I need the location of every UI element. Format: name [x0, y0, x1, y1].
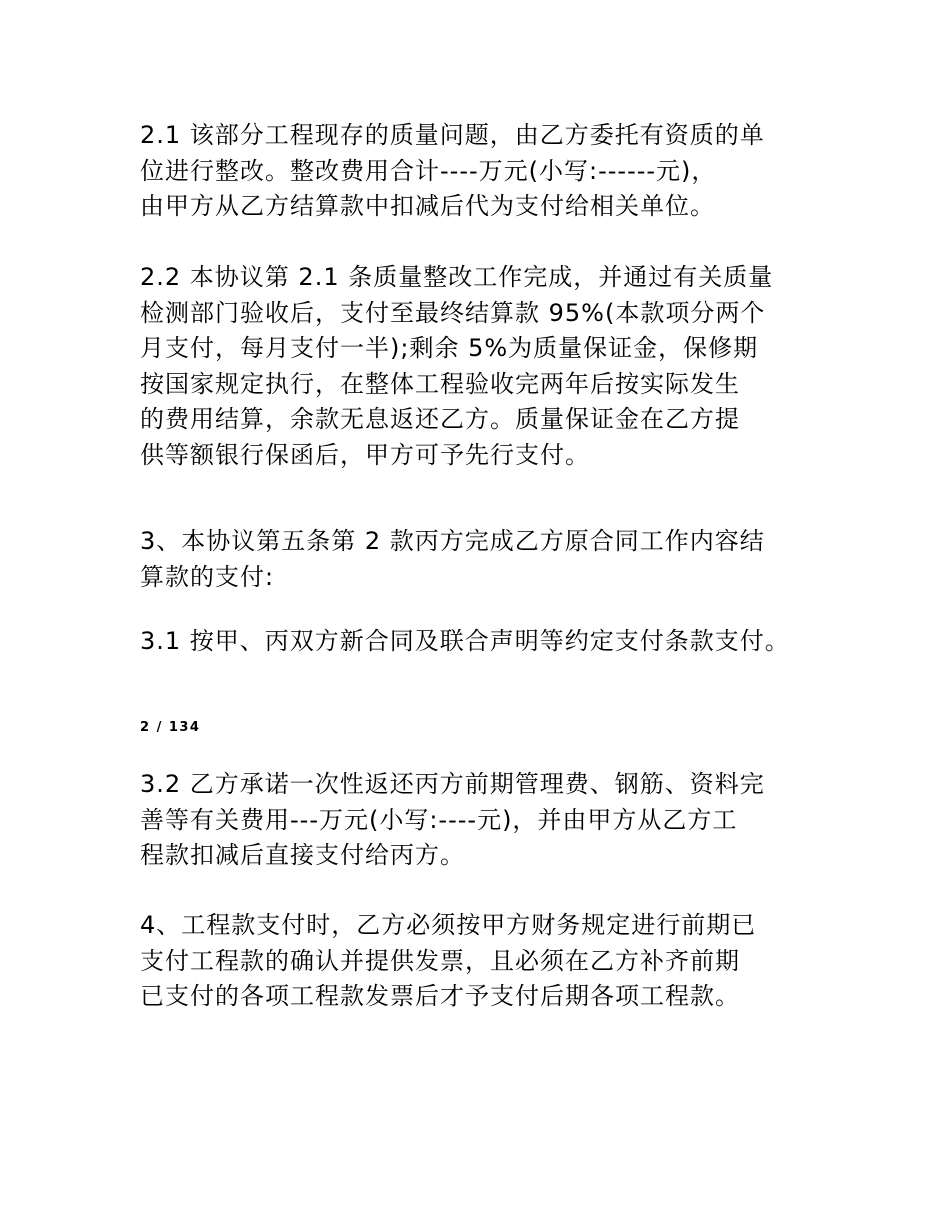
text-line: 支付工程款的确认并提供发票，且必须在乙方补齐前期 [140, 946, 740, 975]
text-line: 检测部门验收后，支付至最终结算款 95%(本款项分两个 [140, 298, 766, 327]
text-line: 3.1 按甲、丙双方新合同及联合声明等约定支付条款支付。 [140, 627, 790, 655]
paragraph-2-2 [140, 260, 840, 473]
text-line: 由甲方从乙方结算款中扣减后代为支付给相关单位。 [140, 192, 715, 220]
text-line: 供等额银行保函后，甲方可予先行支付。 [140, 440, 590, 469]
paragraph-3 [140, 524, 840, 595]
text-line: 3、本协议第五条第 2 款丙方完成乙方原合同工作内容结 [140, 527, 765, 555]
text-line: 程款扣减后直接支付给丙方。 [140, 841, 465, 869]
text-line: 按国家规定执行，在整体工程验收完两年后按实际发生 [140, 369, 740, 398]
paragraph-2-1 [140, 118, 840, 225]
paragraph-4 [140, 908, 840, 1015]
text-line: 2.1 该部分工程现存的质量问题，由乙方委托有资质的单 [140, 121, 765, 149]
text-line: 算款的支付: [140, 562, 275, 591]
text-line: 已支付的各项工程款发票后才予支付后期各项工程款。 [140, 982, 740, 1010]
page-number: 2 / 134 [140, 720, 201, 735]
paragraph-3-1 [140, 624, 840, 660]
paragraph-3-2 [140, 767, 840, 874]
text-line: 善等有关费用---万元(小写:----元)，并由甲方从乙方工 [140, 805, 738, 834]
text-line: 的费用结算，余款无息返还乙方。质量保证金在乙方提 [140, 405, 740, 433]
text-line: 位进行整改。整改费用合计----万元(小写:------元)， [140, 156, 717, 185]
text-line: 4、工程款支付时，乙方必须按甲方财务规定进行前期已 [140, 911, 757, 939]
text-line: 2.2 本协议第 2.1 条质量整改工作完成，并通过有关质量 [140, 263, 774, 291]
text-line: 月支付，每月支付一半);剩余 5%为质量保证金，保修期 [140, 334, 759, 362]
text-line: 3.2 乙方承诺一次性返还丙方前期管理费、钢筋、资料完 [140, 770, 765, 798]
